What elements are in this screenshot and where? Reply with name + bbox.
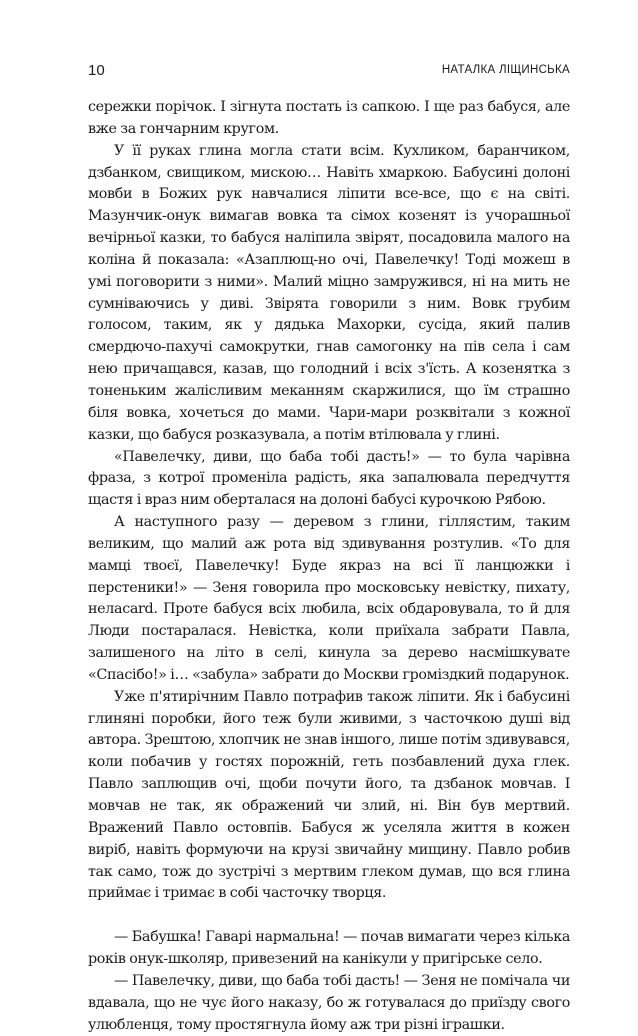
paragraph-5: Уже п'ятирічним Павло потрафив також ліпити. Як і бабусині глиняні поробки, його теж були живими, з часточкою душі від автора. Зрештою, хлопчик не знав іншого, лише потім здивувався, коли побачив у гостях порожній, геть позбавлений духа глек. Павло заплющив очі, щоби почути його, та дзбанок мовчав. І мовчав не так, як ображений чи злий, ні. Він був мертвий. Вражений Павло остовпів. Бабуся ж уселяла життя в кожен виріб, навіть формуючи на крузі звичайну мищину. Павло робив так само, тож до зустрічі з мертвим глеком думав, що вся глина приймає і тримає в собі часточку творця. bbox=[88, 688, 570, 902]
paragraph-1: сережки порічок. І зігнута постать із сапкою. І ще раз бабуся, але вже за гончарним кругом. bbox=[88, 99, 570, 137]
paragraph-2: У її руках глина могла стати всім. Кухликом, баранчиком, дзбанком, свищиком, мискою… Навіть хмаркою. Бабусині долоні мовби в Божих рук навчалися ліпити все-все, що є на світі. Мазунчик-онук вимагав вовка та сімох козенят із учорашньої вечірньої казки, то бабуся наліпила звірят, посадовила малого на коліна й показала: «Азаплющ-но очі, Павелечку! Тоді можеш в умі поговорити з ними». Малий міцно замружився, ні на мить не сумніваючись у диві. Звірята говорили з ним. Вовк грубим голосом, таким, як у дядька Махорки, сусіда, який палив смердючо-пахучі самокрутки, гнав самогонку на пів села і сам нею причащався, казав, що голодний і всіх з'їсть. А козенятка з тоненьким жалісливим меканням скаржилися, що їм страшно біля вовка, хочеться до мами. Чари-мари розквітали з кожної казки, що бабуся розказувала, а потім втілювала у глині. bbox=[88, 142, 570, 443]
paragraph-7: — Павелечку, диви, що баба тобі дасть! — Зеня не помічала чи вдавала, що не чує його наказу, бо ж готувалася до приїзду свого улюбленця, тому простягнула йому аж три різні іграшки. bbox=[88, 972, 570, 1033]
page-header bbox=[88, 62, 570, 82]
paragraph-6: — Бабушка! Гаварі нармальна! — почав вимагати через кілька років онук-школяр, привезений на канікули у пригірське село. bbox=[88, 929, 570, 968]
paragraph-4: А наступного разу — деревом з глини, гіллястим, таким великим, що малий аж рота від здивування розтулив. «То для мамці твоєї, Павелечку! Буде якраз на всі її ланцюжки і перстеники!» — Зеня говорила про московську невістку, пихату, нелаcard. Проте бабуся всіх любила, всіх обдаровувала, то й для Люди постаралася. Невістка, коли приїхала забрати Павла, залишеного на літо в селі, кинула за дерево насмішкувате «Спасібо!» і… «забула» забрати до Москви громіздкий подарунок. bbox=[88, 514, 570, 683]
paragraph-3: «Павелечку, диви, що баба тобі дасть!» — то була чарівна фраза, з котрої променіла радість, яка запалювала передчуття щастя і враз ним оберталася на долоні бабусі курочкою Рябою. bbox=[88, 448, 570, 509]
page-number: 10 bbox=[88, 62, 105, 79]
body-text bbox=[88, 97, 570, 1036]
running-head-author: НАТАЛКА ЛІЩИНСЬКА bbox=[441, 64, 570, 76]
section-break bbox=[88, 905, 570, 927]
